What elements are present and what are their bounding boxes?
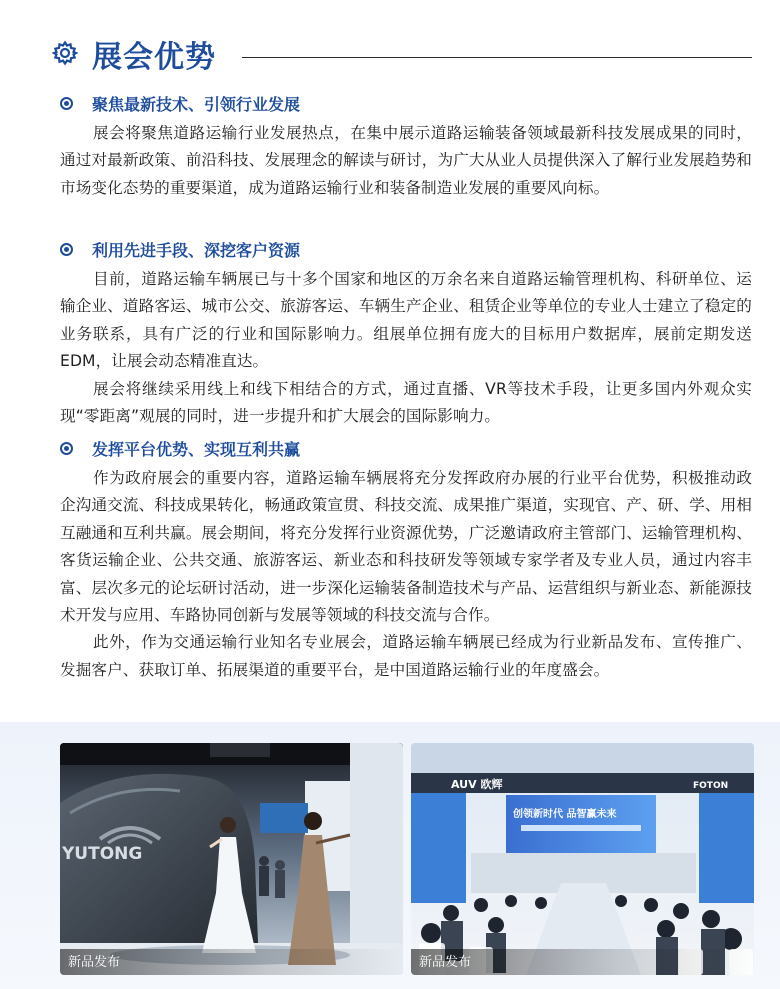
stage-brand-left: AUV 欧辉 bbox=[451, 778, 503, 791]
section-title: 聚焦最新技术、引领行业发展 bbox=[92, 95, 301, 114]
bullet-icon bbox=[60, 243, 73, 256]
section-platform-advantage bbox=[60, 437, 752, 684]
section-advanced-means bbox=[60, 238, 752, 430]
photo-product-launch-conference bbox=[411, 743, 754, 975]
photo-caption-text: 新品发布 bbox=[68, 955, 121, 970]
section-paragraph: 目前，道路运输车辆展已与十多个国家和地区的万余名来自道路运输管理机构、科研单位、运输企业、道路客运、城市公交、旅游客运、车辆生产企业、租赁企业等单位的专业人士建立了稳定的业务联系，具有广泛的行业和国际影响力。组展单位拥有庞大的目标用户数据库，展前定期发送EDM，让展会动态精准直达。 bbox=[60, 270, 752, 371]
section-paragraph: 展会将继续采用线上和线下相结合的方式，通过直播、VR等技术手段，让更多国内外观众实现“零距离”观展的同时，进一步提升和扩大展会的国际影响力。 bbox=[60, 379, 752, 426]
vehicle-brand-label: YUTONG bbox=[62, 844, 143, 864]
photo-caption-text: 新品发布 bbox=[419, 955, 472, 970]
title-divider bbox=[242, 57, 752, 58]
section-paragraph: 展会将聚焦道路运输行业发展热点，在集中展示道路运输装备领域最新科技发展成果的同时，通过对最新政策、前沿科技、发展理念的解读与研讨，为广大从业人员提供深入了解行业发展趋势和市场变化态势的重要渠道，成为道路运输行业和装备制造业发展的重要风向标。 bbox=[60, 124, 752, 197]
bullet-icon bbox=[60, 442, 73, 455]
section-title: 发挥平台优势、实现互利共赢 bbox=[92, 440, 301, 459]
section-header bbox=[52, 30, 752, 76]
gear-icon bbox=[52, 40, 78, 66]
page-title: 展会优势 bbox=[92, 40, 216, 75]
photo-caption bbox=[60, 949, 403, 975]
section-paragraph: 作为政府展会的重要内容，道路运输车辆展将充分发挥政府办展的行业平台优势，积极推动政企沟通交流、科技成果转化，畅通政策宣贯、科技交流、成果推广渠道，实现官、产、研、学、用相互融通和互利共赢。展会期间，将充分发挥行业资源优势，广泛邀请政府主管部门、运输管理机构、客货运输企业、公共交通、旅游客运、新业态和科技研发等领域专家学者及专业人员，通过内容丰富、层次多元的论坛研讨活动，进一步深化运输装备制造技术与产品、运营组织与新业态、新能源技术开发与应用、车路协同创新与发展等领域的科技交流与合作。 bbox=[60, 469, 752, 625]
photo-product-launch-violin bbox=[60, 743, 403, 975]
section-paragraph: 此外，作为交通运输行业知名专业展会，道路运输车辆展已经成为行业新品发布、宣传推广、发掘客户、获取订单、拓展渠道的重要平台，是中国道路运输行业的年度盛会。 bbox=[60, 633, 752, 679]
section-focus-technology bbox=[60, 92, 752, 202]
photo-caption bbox=[411, 949, 754, 975]
section-title: 利用先进手段、深挖客户资源 bbox=[92, 241, 301, 260]
screen-headline: 创领新时代 品智赢未来 bbox=[513, 809, 617, 820]
bullet-icon bbox=[60, 97, 73, 110]
stage-brand-right: FOTON bbox=[693, 781, 729, 791]
